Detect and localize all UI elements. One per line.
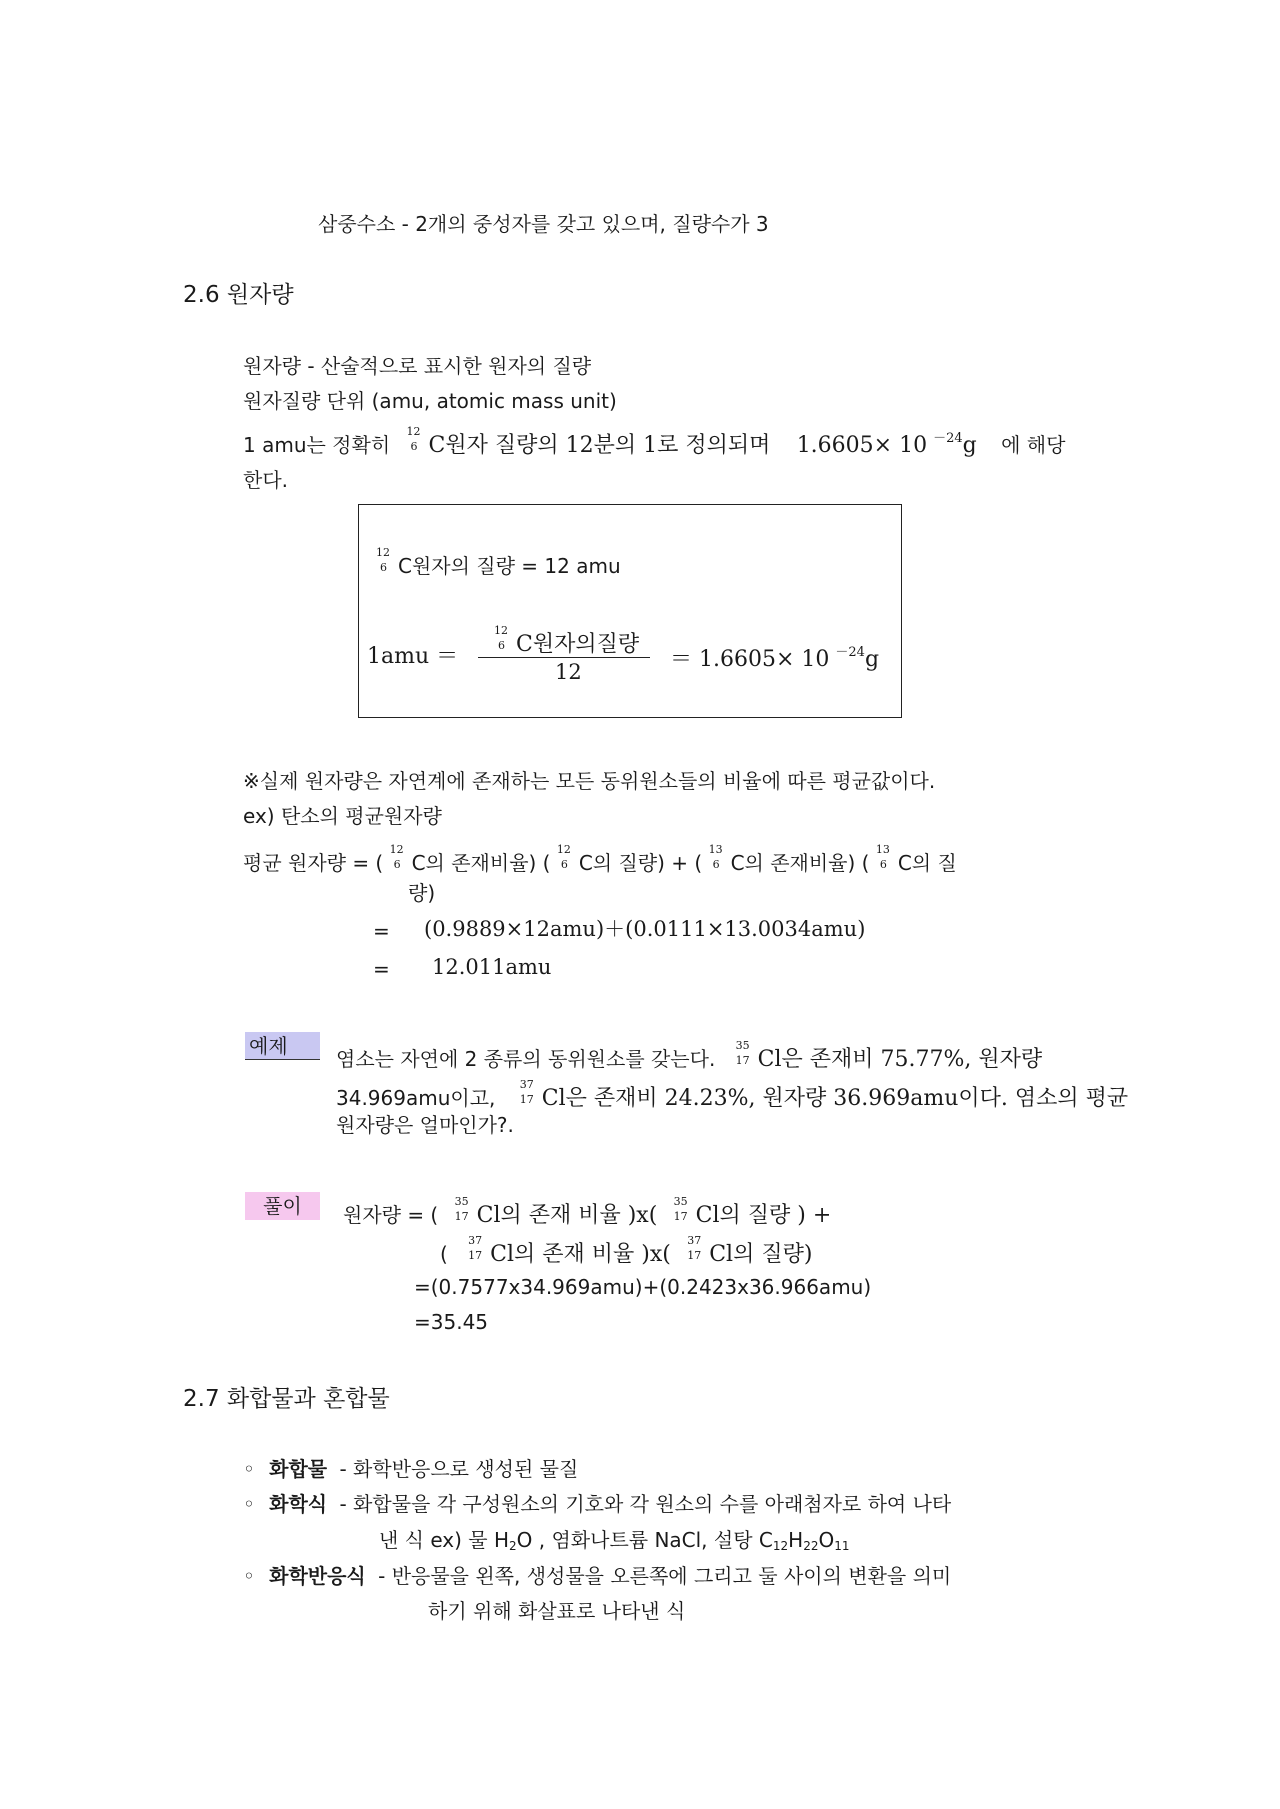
carbon13-isotope: 13 6 [708,843,723,871]
solution-tag: 풀이 [245,1192,320,1220]
equals-1: = [373,919,390,943]
amu-unit: g [962,433,977,458]
avg-part-a: 평균 원자량 = ( [243,851,384,875]
amu-value: 1.6605× 10 [796,433,928,458]
amu-definition-box [358,504,902,718]
example-carbon-label: ex) 탄소의 평균원자량 [243,804,442,828]
atomic-weight-definition: 원자량 - 산술적으로 표시한 원자의 질량 [243,354,592,378]
chlorine-symbol: Cl은 존재비 24.23%, 원자량 36.969amu이다. 염소의 평균 [541,1086,1129,1111]
average-equation-line [243,843,957,875]
box-rhs [670,646,879,671]
chlorine37-isotope: 37 17 [687,1234,702,1262]
box-rhs-value: ＝ 1.6605× 10 [670,647,830,672]
avg-part-d: C의 존재비율) ( [730,851,870,875]
chlorine37-isotope: 37 17 [468,1234,483,1262]
formula-example-text: O , 염화나트륨 NaCl, 설탕 C [516,1528,773,1552]
formula-examples [379,1530,850,1552]
subscript: 12 [772,1539,789,1553]
solution-l2a: ( [440,1242,448,1266]
subscript: 2 [509,1539,517,1553]
compound-term: 화합물 [269,1457,328,1481]
formula-example-text: O [818,1528,835,1552]
box-line-1 [376,546,621,578]
carbon12-isotope: 12 6 [389,843,404,871]
example-text-a: 염소는 자연에 2 종류의 동위원소를 갖는다. [336,1047,716,1071]
compound-item [243,1459,578,1479]
carbon13-isotope: 13 6 [875,843,890,871]
solution-l1a: 원자량 = ( [343,1203,439,1227]
avg-part-c: C의 질량) + ( [578,851,703,875]
example-tag: 예제 [245,1032,320,1060]
avg-part-e: C의 질 [897,851,957,875]
chlorine-symbol: Cl은 존재비 75.77%, 원자량 [757,1047,1043,1072]
example-text-c: 34.969amu이고, [336,1086,496,1110]
carbon12-isotope: 12 6 [556,843,571,871]
carbon-mass-equation: C원자의 질량 = 12 amu [398,554,621,578]
amu-sentence-cont: 한다. [243,468,288,492]
chlorine37-isotope: 37 17 [519,1078,534,1106]
formula-desc: - 화합물을 각 구성원소의 기호와 각 원소의 수를 아래첨자로 하여 나타 [339,1492,952,1516]
reaction-desc: - 반응물을 왼쪽, 생성물을 오른쪽에 그리고 둘 사이의 변환을 의미 [378,1564,952,1588]
chlorine35-isotope: 35 17 [454,1195,469,1223]
box-denominator: 12 [555,660,582,684]
subscript: 11 [834,1539,850,1553]
reaction-item [243,1566,951,1586]
chlorine35-isotope: 35 17 [673,1195,688,1223]
average-note: ※실제 원자량은 자연계에 존재하는 모든 동위원소들의 비율에 따른 평균값이다. [243,769,936,793]
carbon-symbol: C원자 질량의 12분의 1로 정의되며 [428,433,771,458]
numerator-text: C원자의질량 [516,632,640,657]
solution-l1c: Cl의 질량 ) + [695,1203,832,1228]
formula-example-text: 낸 식 ex) 물 H [379,1528,510,1552]
subscript: 22 [803,1539,819,1553]
reaction-desc-cont: 하기 위해 화살표로 나타낸 식 [428,1599,686,1623]
carbon12-isotope: 12 6 [406,425,421,453]
section-2-6-title: 2.6 원자량 [183,282,294,308]
example-line-2 [336,1078,1129,1111]
solution-l1b: Cl의 존재 비율 )x( [476,1203,658,1228]
avg-part-b: C의 존재비율) ( [411,851,551,875]
solution-line-2 [440,1234,813,1267]
formula-term: 화학식 [269,1492,328,1516]
box-lhs: 1amu ＝ [367,644,459,669]
example-line-1 [336,1039,1043,1072]
solution-l2c: Cl의 질량) [709,1242,813,1267]
fraction-bar [478,657,650,658]
example-line-3: 원자량은 얼마인가?. [336,1113,514,1137]
carbon12-isotope: 12 6 [376,546,390,574]
solution-l2b: Cl의 존재 비율 )x( [490,1242,671,1267]
equals-2: = [373,957,390,981]
solution-line-1 [343,1195,832,1228]
amu-exponent: －24 [933,431,963,446]
solution-line-4: =35.45 [414,1310,489,1334]
box-rhs-exponent: －24 [835,645,865,660]
amu-sentence-start: 1 amu는 정확히 [243,433,391,457]
section-2-7-title: 2.7 화합물과 혼합물 [183,1386,390,1412]
carbon-calc: (0.9889×12amu)＋(0.0111×13.0034amu) [424,917,866,941]
formula-example-text: H [788,1528,804,1552]
formula-item [243,1494,951,1514]
compound-desc: - 화학반응으로 생성된 물질 [339,1457,579,1481]
chlorine35-isotope: 35 17 [735,1039,750,1067]
carbon-result: 12.011amu [432,955,552,979]
tritium-line: 삼중수소 - 2개의 중성자를 갖고 있으며, 질량수가 3 [318,212,769,236]
solution-line-3: =(0.7577x34.969amu)+(0.2423x36.966amu) [414,1275,872,1299]
bullet: ◦ [243,1564,255,1588]
bullet: ◦ [243,1492,255,1516]
carbon12-isotope: 12 6 [494,624,508,652]
box-rhs-unit: g [864,647,880,672]
amu-definition: 원자질량 단위 (amu, atomic mass unit) [243,389,617,413]
amu-sentence [243,425,1066,458]
average-equation-cont: 량) [408,881,436,905]
box-numerator [494,624,640,657]
amu-sentence-end: 에 해당 [1001,433,1066,457]
reaction-term: 화학반응식 [269,1564,366,1588]
bullet: ◦ [243,1457,255,1481]
